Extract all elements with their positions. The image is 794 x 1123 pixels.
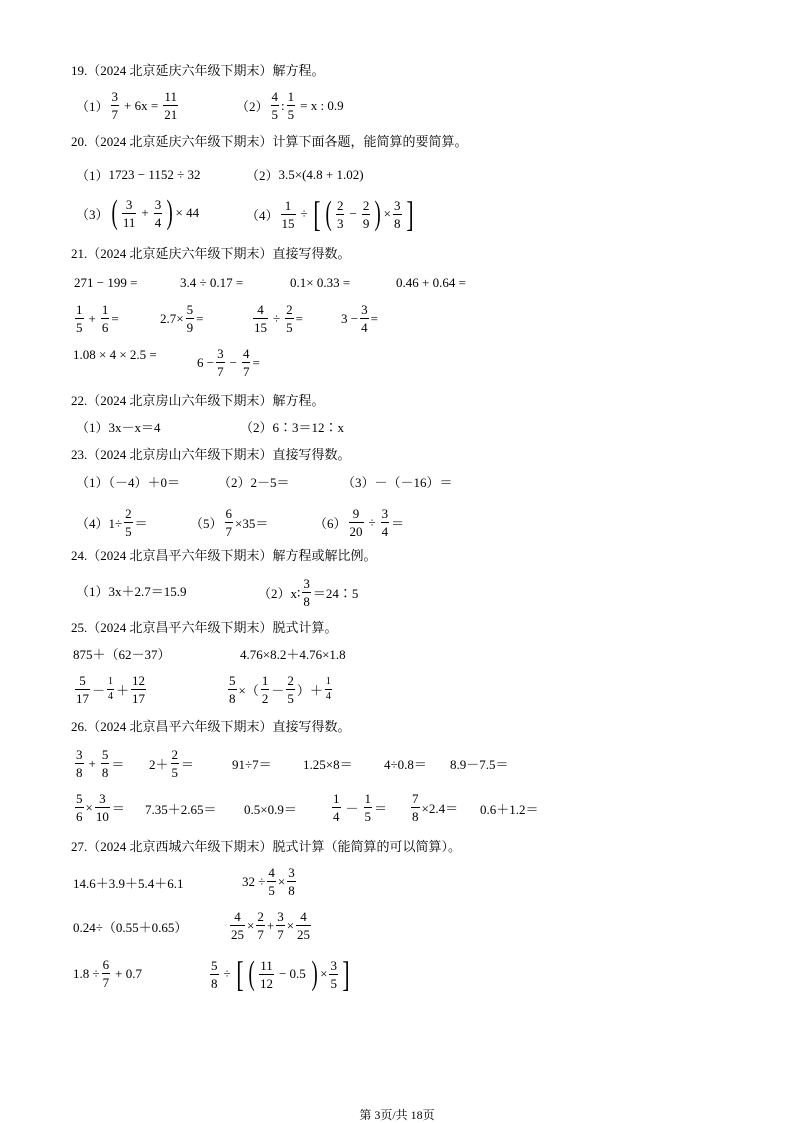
q26-expr: 1.25×8＝	[303, 757, 353, 772]
q26-expr: $\frac{5}{6}$ × $\frac{3}{10}$ ＝	[76, 791, 125, 824]
question-21-heading: 21.（2024 北京延庆六年级下期末）直接写得数。	[71, 246, 351, 261]
page-footer: 第 3页/共 18页	[359, 1108, 435, 1122]
q23-part-6: （6） $\frac{9}{20}$ ÷ $\frac{3}{4}$ ＝	[314, 506, 405, 539]
question-23-heading: 23.（2024 北京房山六年级下期末）直接写得数。	[71, 447, 351, 462]
q24-part-1: （1）3x＋2.7＝15.9	[76, 584, 187, 599]
q22-part-2: （2）6∶3＝12∶x	[240, 420, 345, 435]
q26-expr: 1 4 － 1 5 ＝	[333, 791, 388, 824]
q27-part-4: $\frac{4}{25}$ × $\frac{2}{7}$ + $\frac{3}{7}$ × $\frac{4}{25}$	[231, 909, 311, 942]
question-24-heading: 24.（2024 北京昌平六年级下期末）解方程或解比例。	[71, 548, 377, 563]
q21-expr: 2.7× $\frac{5}{9}$ =	[160, 302, 204, 335]
q23-part-5: （5） $\frac{6}{7}$ ×35＝	[190, 506, 269, 539]
q20-part-3: （3） ( 3 11 + $\frac{3}{4}$ ) × 44	[76, 194, 200, 231]
q25-part-1: 875＋（62－37）	[73, 647, 171, 662]
q27-part-1: 14.6＋3.9＋5.4＋6.1	[73, 876, 184, 891]
q21-expr: $\frac{4}{15}$ ÷ $\frac{2}{5}$ =	[254, 302, 303, 335]
q27-part-3: 0.24÷（0.55＋0.65）	[73, 920, 188, 935]
question-20-heading: 20.（2024 北京延庆六年级下期末）计算下面各题，能简算的要简算。	[71, 134, 468, 149]
q22-part-1: （1）3x－x＝4	[76, 420, 161, 435]
q19-part-2: （2） 4 5 : $\frac{1}{5}$ = x : 0.9	[236, 89, 344, 122]
question-25-heading: 25.（2024 北京昌平六年级下期末）脱式计算。	[71, 620, 338, 635]
q20-part-2: （2） 3.5×(4.8 + 1.02)	[246, 166, 364, 183]
q21-expr: 1.08 × 4 × 2.5 =	[73, 347, 157, 362]
q26-expr: 7.35＋2.65＝	[145, 802, 217, 817]
q23-part-2: （2）2－5＝	[218, 475, 290, 490]
question-22-heading: 22.（2024 北京房山六年级下期末）解方程。	[71, 393, 325, 408]
question-27-heading: 27.（2024 北京西城六年级下期末）脱式计算（能简算的可以简算）。	[71, 839, 462, 854]
q21-expr: 271 − 199 =	[74, 275, 138, 290]
q26-expr: 4÷0.8＝	[384, 757, 427, 772]
q21-expr: 3 − $\frac{3}{4}$ =	[341, 302, 378, 335]
q21-expr: 0.1× 0.33 =	[290, 275, 351, 290]
q19-part-1: （1） 3 7 + 6x = $\frac{11}{21}$	[76, 89, 178, 122]
q27-part-6: $\frac{5}{8}$ ÷ [ ( 11 12 − 0.5 ) × $\frac{3}{5}$ ]	[211, 954, 350, 994]
q26-expr: 91÷7＝	[232, 757, 272, 772]
q27-part-2: 32 ÷ $\frac{4}{5}$ × $\frac{3}{8}$	[242, 865, 295, 898]
q21-expr: 6 − $\frac{3}{7}$ − $\frac{4}{7}$ =	[197, 346, 260, 379]
question-26-heading: 26.（2024 北京昌平六年级下期末）直接写得数。	[71, 719, 351, 734]
q26-expr: $\frac{7}{8}$ ×2.4＝	[412, 791, 459, 824]
q23-part-3: （3）－（－16）＝	[342, 475, 453, 490]
q26-expr: 0.5×0.9＝	[244, 802, 297, 817]
q23-part-4: （4）1÷ $\frac{2}{5}$ ＝	[76, 506, 148, 539]
q26-expr: 8.9－7.5＝	[450, 757, 509, 772]
q27-part-5: 1.8 ÷ $\frac{6}{7}$ + 0.7	[73, 957, 142, 990]
q21-expr: 3.4 ÷ 0.17 =	[180, 275, 244, 290]
q26-expr: 0.6＋1.2＝	[480, 802, 539, 817]
q23-part-1: （1）（－4）＋0＝	[76, 475, 181, 490]
q20-part-1: （1） 1723 − 1152 ÷ 32	[76, 166, 201, 183]
q21-expr: 1 5 + $\frac{1}{6}$ =	[76, 302, 119, 335]
q25-part-3: 5 17 － 1 4 ＋ 12 17	[76, 673, 146, 706]
q25-part-4: $\frac{5}{8}$ ×（ 1 2 － 2 5 ）＋ 1 4	[229, 673, 331, 706]
q25-part-2: 4.76×8.2＋4.76×1.8	[240, 647, 346, 662]
q26-expr: 3 8 + $\frac{5}{8}$ ＝	[76, 747, 125, 780]
q20-part-4: （4） $\frac{1}{15}$ ÷ [ ( 2 3 − $\frac{2}{9}$ ) × $\frac{3}{8}$ ]	[246, 194, 414, 234]
question-19-heading: 19.（2024 北京延庆六年级下期末）解方程。	[71, 63, 325, 78]
q21-expr: 0.46 + 0.64 =	[396, 275, 466, 290]
q26-expr: 2＋ 2 5 ＝	[149, 747, 195, 780]
q24-part-2: （2）x∶ 3 8 ＝24∶5	[258, 576, 359, 609]
